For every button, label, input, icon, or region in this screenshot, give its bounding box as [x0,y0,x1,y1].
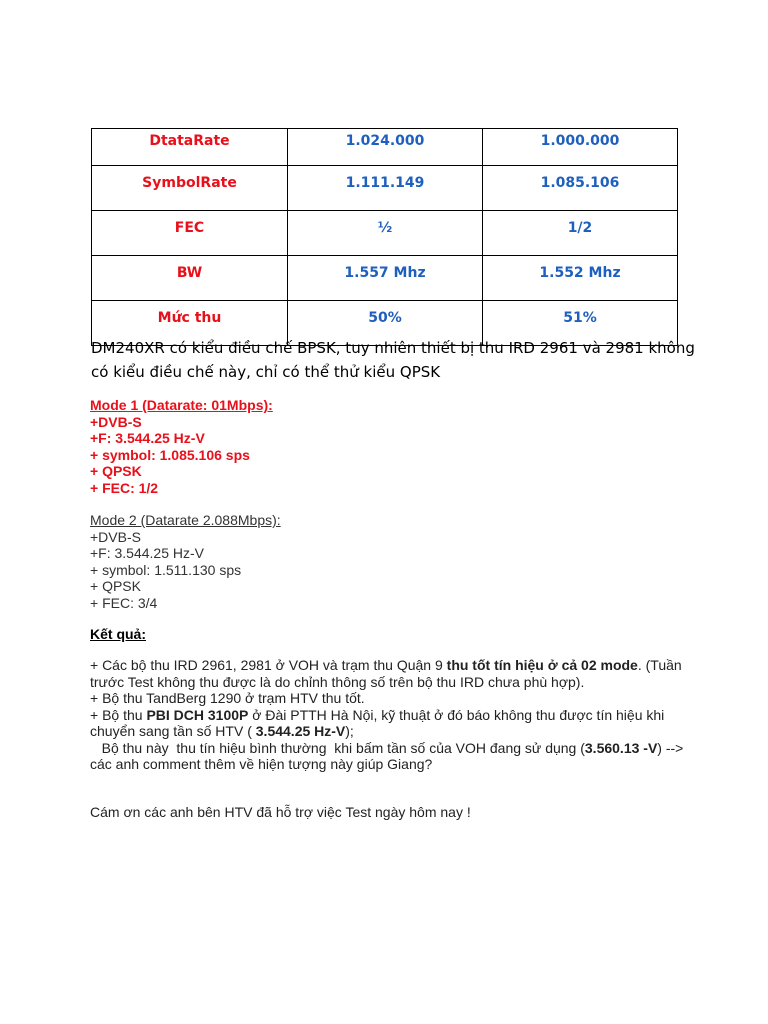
result-item [90,707,690,740]
row-label: BW [92,256,288,301]
result-text: + Bộ thu [90,706,147,723]
parameters-table [91,128,678,346]
results-section [90,657,690,773]
mode1-line: + FEC: 1/2 [90,479,159,496]
result-emphasis: 3.560.13 -V [584,739,658,756]
mode1-title: Mode 1 (Datarate: 01Mbps): [90,397,273,413]
row-label: DtataRate [92,129,288,166]
value-cell: 50% [288,301,483,346]
mode2-line: +DVB-S [90,528,141,545]
results-heading: Kết quả: [90,626,146,642]
result-emphasis: PBI DCH 3100P [146,706,249,723]
row-label: SymbolRate [92,166,288,211]
value-cell: 1.024.000 [288,129,483,166]
value-cell: 1.111.149 [288,166,483,211]
table-row [92,129,678,166]
value-cell: 1.000.000 [483,129,678,166]
value-cell: 1.085.106 [483,166,678,211]
mode1-line: +DVB-S [90,413,142,430]
mode2-line: + symbol: 1.511.130 sps [90,561,242,578]
mode1-line: + QPSK [90,463,142,479]
row-label: FEC [92,211,288,256]
result-emphasis: 3.544.25 Hz-V [255,723,346,739]
mode2-title: Mode 2 (Datarate 2.088Mbps): [90,512,281,528]
result-text: + Các bộ thu IRD 2961, 2981 ở VOH và trạm thu Quận 9 [90,657,447,673]
mode1-line: +F: 3.544.25 Hz-V [90,430,205,446]
mode2-section [90,512,690,611]
result-text: ) --> các anh comment thêm về hiện tượng này giúp Giang? [90,739,688,772]
result-text: Bộ thu này thu tín hiệu bình thường khi bấm tần số của VOH đang sử dụng ( [90,739,585,756]
mode2-line: + QPSK [90,578,141,594]
mode1-section [90,397,690,496]
result-emphasis: thu tốt tín hiệu ở cả 02 mode [446,657,638,673]
result-item [90,657,690,690]
mode2-line: + FEC: 3/4 [90,594,158,611]
row-label: Mức thu [92,301,288,346]
value-cell: 1.557 Mhz [288,256,483,301]
result-text: ở Đài PTTH Hà Nội, kỹ thuật ở đó báo không thu được tín hiệu khi chuyển sang tần số HTV ( [90,706,665,739]
result-item: + Bộ thu TandBerg 1290 ở trạm HTV thu tốt. [90,690,365,706]
result-text: . (Tuần trước Test không thu được là do chỉnh thông số trên bộ thu IRD chưa phù hợp). [90,657,682,690]
table-row [92,256,678,301]
value-cell: 1/2 [483,211,678,256]
value-cell: 51% [483,301,678,346]
mode2-line: +F: 3.544.25 Hz-V [90,545,205,561]
thanks-line: Cám ơn các anh bên HTV đã hỗ trợ việc Test ngày hôm nay ! [90,804,471,820]
result-item [90,740,690,773]
value-cell: 1.552 Mhz [483,256,678,301]
value-cell: ½ [288,211,483,256]
mode1-line: + symbol: 1.085.106 sps [90,446,250,463]
result-text: ); [345,723,354,739]
intro-paragraph: DM240XR có kiểu điều chế BPSK, tuy nhiên thiết bị thu IRD 2961 và 2981 không có kiểu điều chế này, chỉ có thể thử kiểu QPSK [91,339,695,381]
table-row [92,166,678,211]
table-row [92,211,678,256]
